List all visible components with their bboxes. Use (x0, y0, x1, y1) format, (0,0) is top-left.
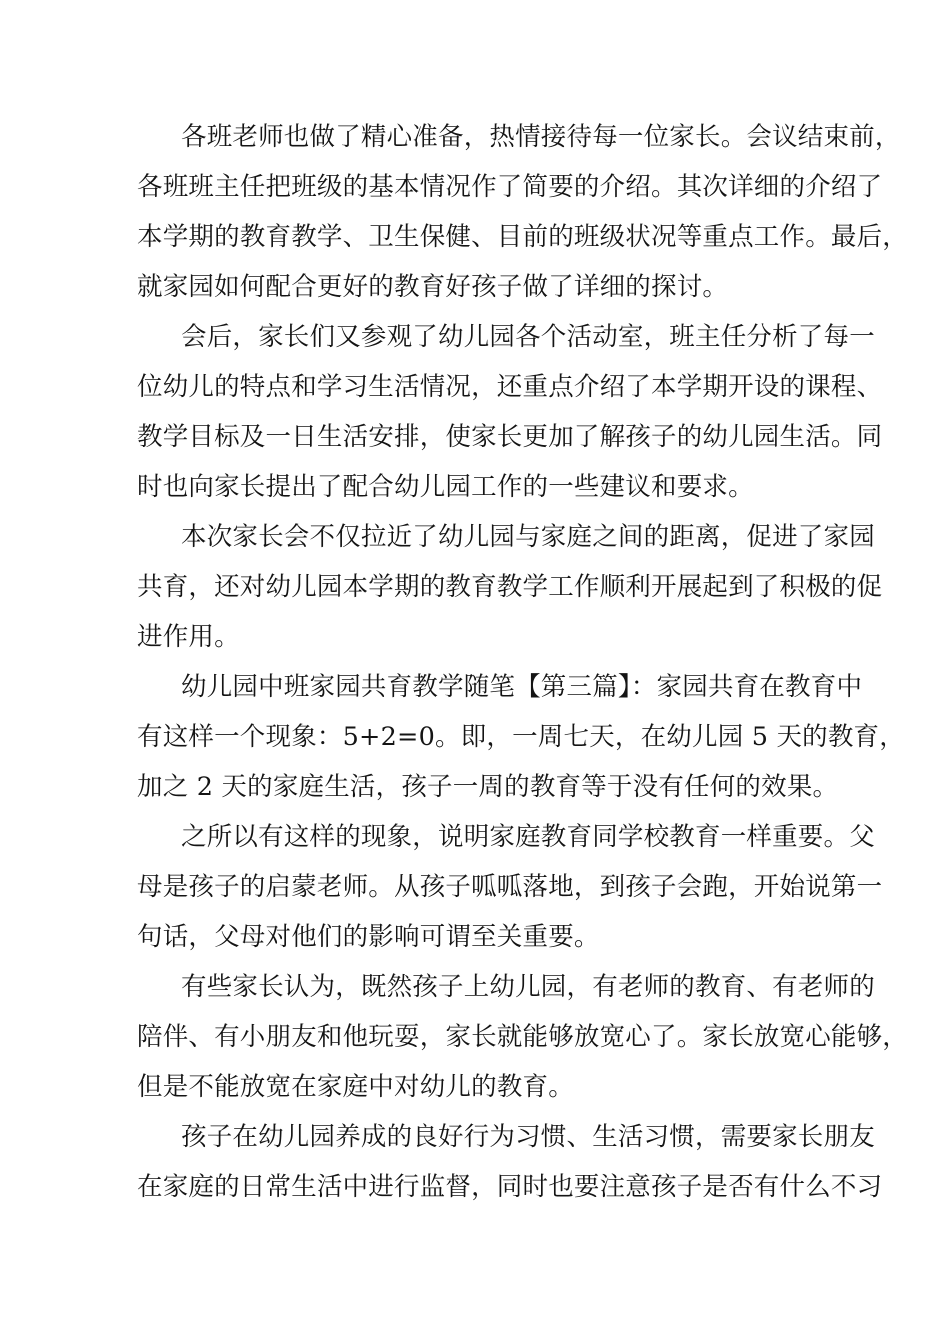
paragraph-6 (137, 962, 909, 1112)
text-line: 时也向家长提出了配合幼儿园工作的一些建议和要求。 (137, 472, 754, 502)
paragraph-2 (137, 312, 883, 512)
text-line: 教学目标及一日生活安排，使家长更加了解孩子的幼儿园生活。同 (137, 422, 883, 452)
text-line: 有这样一个现象：5+2=0。即，一周七天，在幼儿园 5 天的教育， (137, 722, 905, 752)
text-line: 但是不能放宽在家庭中对幼儿的教育。 (137, 1072, 574, 1102)
document-body (137, 112, 909, 1212)
text-line: 就家园如何配合更好的教育好孩子做了详细的探讨。 (137, 272, 729, 302)
paragraph-5 (137, 812, 883, 962)
paragraph-4 (137, 662, 905, 812)
text-line: 共育，还对幼儿园本学期的教育教学工作顺利开展起到了积极的促 (137, 572, 883, 602)
text-line: 本次家长会不仅拉近了幼儿园与家庭之间的距离，促进了家园 (181, 522, 875, 552)
text-line: 进作用。 (137, 622, 240, 652)
paragraph-7 (137, 1112, 883, 1212)
text-line: 会后，家长们又参观了幼儿园各个活动室，班主任分析了每一 (181, 322, 875, 352)
text-line: 位幼儿的特点和学习生活情况，还重点介绍了本学期开设的课程、 (137, 372, 883, 402)
paragraph-1 (137, 112, 909, 312)
text-line: 母是孩子的启蒙老师。从孩子呱呱落地，到孩子会跑，开始说第一 (137, 872, 883, 902)
text-line: 孩子在幼儿园养成的良好行为习惯、生活习惯，需要家长朋友 (181, 1122, 875, 1152)
text-line: 各班班主任把班级的基本情况作了简要的介绍。其次详细的介绍了 (137, 172, 883, 202)
text-line: 加之 2 天的家庭生活，孩子一周的教育等于没有任何的效果。 (137, 772, 839, 802)
text-line: 在家庭的日常生活中进行监督，同时也要注意孩子是否有什么不习 (137, 1172, 883, 1202)
text-line: 幼儿园中班家园共育教学随笔【第三篇】：家园共育在教育中 (181, 672, 863, 702)
paragraph-3 (137, 512, 883, 662)
text-line: 本学期的教育教学、卫生保健、目前的班级状况等重点工作。最后， (137, 222, 909, 252)
text-line: 陪伴、有小朋友和他玩耍，家长就能够放宽心了。家长放宽心能够， (137, 1022, 909, 1052)
text-line: 各班老师也做了精心准备，热情接待每一位家长。会议结束前， (181, 122, 901, 152)
text-line: 有些家长认为，既然孩子上幼儿园，有老师的教育、有老师的 (181, 972, 875, 1002)
text-line: 之所以有这样的现象，说明家庭教育同学校教育一样重要。父 (181, 822, 875, 852)
text-line: 句话，父母对他们的影响可谓至关重要。 (137, 922, 600, 952)
